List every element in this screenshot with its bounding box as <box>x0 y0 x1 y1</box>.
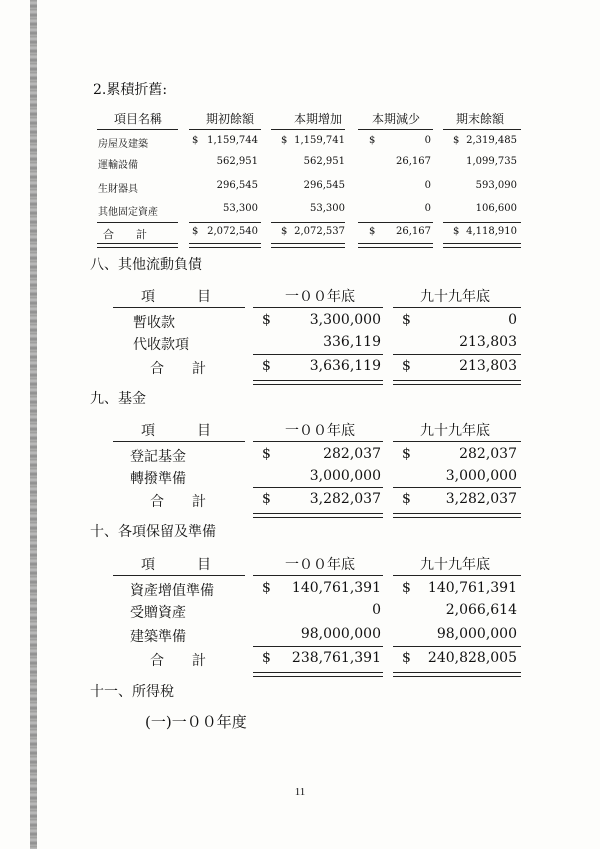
depreciation-header-rule <box>97 129 178 130</box>
section8-dollar-sign: $ <box>262 312 271 328</box>
depreciation-header-rule <box>271 129 345 130</box>
depreciation-subtotal-rule <box>271 222 345 223</box>
depreciation-value: 4,118,910 <box>466 226 517 237</box>
section8-row-name: 代收款項 <box>133 337 189 353</box>
section-title-section9: 九、基金 <box>90 391 146 407</box>
depreciation-value: 0 <box>424 180 431 191</box>
section9-header-rule <box>393 441 521 442</box>
depreciation-value: 1,099,735 <box>466 156 517 167</box>
section9-header-item: 項 目 <box>141 423 211 439</box>
depreciation-subtotal-rule <box>443 222 521 223</box>
depreciation-total-double-rule <box>271 243 345 248</box>
depreciation-subtotal-rule <box>189 222 261 223</box>
section-title-section11: 十一、所得稅 <box>90 684 174 700</box>
depreciation-total-double-rule <box>443 243 521 248</box>
section10-value-year99: 140,761,391 <box>427 580 517 596</box>
section9-subtotal-rule <box>253 487 383 488</box>
section8-header-year99: 九十九年底 <box>420 289 490 305</box>
depreciation-value: 593,090 <box>475 180 517 191</box>
section10-subtotal-rule <box>393 646 521 647</box>
section8-dollar-sign: $ <box>262 358 271 374</box>
depreciation-header-4: 期末餘額 <box>455 112 504 126</box>
section10-header-rule <box>393 575 521 576</box>
section-title-depreciation: 2.累積折舊: <box>93 82 168 98</box>
depreciation-value: 1,159,744 <box>207 135 258 146</box>
section10-header-rule <box>253 575 383 576</box>
depreciation-row-name: 其他固定資產 <box>98 207 158 218</box>
section10-row-name: 受贈資產 <box>130 605 186 621</box>
depreciation-dollar-sign: $ <box>192 226 199 237</box>
section10-value-year100: 140,761,391 <box>291 580 381 596</box>
depreciation-dollar-sign: $ <box>369 135 376 146</box>
section9-row-name: 轉撥準備 <box>130 471 186 487</box>
section10-total-label: 合 計 <box>150 653 206 669</box>
depreciation-header-3: 本期減少 <box>371 112 420 126</box>
section8-header-year100: 一００年底 <box>285 289 355 305</box>
depreciation-header-2: 本期增加 <box>293 112 342 126</box>
section8-total-double-rule <box>393 380 521 385</box>
section9-row-name: 登記基金 <box>130 449 186 465</box>
section10-value-year99: 2,066,614 <box>445 602 517 618</box>
section10-header-year100: 一００年底 <box>285 557 355 573</box>
section9-dollar-sign: $ <box>262 491 271 507</box>
depreciation-subtotal-rule <box>358 222 433 223</box>
section10-dollar-sign: $ <box>262 650 271 666</box>
depreciation-total-double-rule <box>97 243 178 248</box>
depreciation-value: 106,600 <box>475 203 517 214</box>
depreciation-header-0: 項目名稱 <box>113 112 162 126</box>
section8-dollar-sign: $ <box>402 358 411 374</box>
depreciation-value: 53,300 <box>310 203 345 214</box>
depreciation-total-double-rule <box>189 243 261 248</box>
section9-total-double-rule <box>253 513 383 518</box>
section8-header-rule <box>253 307 383 308</box>
section10-value-year100: 0 <box>372 602 381 618</box>
section10-dollar-sign: $ <box>402 650 411 666</box>
section9-total-label: 合 計 <box>150 494 206 510</box>
section8-header-rule <box>113 307 245 308</box>
section8-header-item: 項 目 <box>141 289 211 305</box>
section10-row-name: 資產增值準備 <box>130 583 214 599</box>
depreciation-dollar-sign: $ <box>192 135 199 146</box>
depreciation-dollar-sign: $ <box>453 135 460 146</box>
section9-value-year100: 282,037 <box>323 446 381 462</box>
section9-header-year100: 一００年底 <box>285 423 355 439</box>
depreciation-value: 26,167 <box>396 226 431 237</box>
subsection-title-year100: (一)一００年度 <box>145 713 247 731</box>
section10-row-name: 建築準備 <box>130 629 186 645</box>
depreciation-header-1: 期初餘額 <box>205 112 254 126</box>
section-title-section10: 十、各項保留及準備 <box>90 524 216 540</box>
section10-dollar-sign: $ <box>262 580 271 596</box>
depreciation-total-double-rule <box>358 243 433 248</box>
section8-subtotal-rule <box>253 354 383 355</box>
section-title-section8: 八、其他流動負債 <box>90 257 202 273</box>
section8-subtotal-rule <box>393 354 521 355</box>
depreciation-value: 26,167 <box>396 156 431 167</box>
scan-edge-artifact <box>30 0 37 849</box>
section10-total-double-rule <box>253 672 383 677</box>
section8-value-year100: 3,300,000 <box>309 312 381 328</box>
depreciation-dollar-sign: $ <box>281 226 288 237</box>
depreciation-header-rule <box>358 129 433 130</box>
section10-header-year99: 九十九年底 <box>420 557 490 573</box>
section8-total-year100: 3,636,119 <box>309 358 381 374</box>
section10-total-double-rule <box>393 672 521 677</box>
section9-dollar-sign: $ <box>402 491 411 507</box>
section8-value-year99: 213,803 <box>459 334 517 350</box>
depreciation-header-rule <box>189 129 261 130</box>
depreciation-dollar-sign: $ <box>369 226 376 237</box>
depreciation-value: 562,951 <box>216 156 258 167</box>
section9-value-year99: 3,000,000 <box>445 468 517 484</box>
depreciation-row-name: 房屋及建築 <box>98 139 148 150</box>
depreciation-value: 2,072,537 <box>294 226 345 237</box>
depreciation-row-name: 生財器具 <box>98 184 138 195</box>
section9-total-double-rule <box>393 513 521 518</box>
section10-dollar-sign: $ <box>402 580 411 596</box>
depreciation-subtotal-rule <box>97 222 178 223</box>
depreciation-value: 0 <box>424 135 431 146</box>
section9-dollar-sign: $ <box>402 446 411 462</box>
section8-total-year99: 213,803 <box>459 358 517 374</box>
section8-total-double-rule <box>253 380 383 385</box>
section10-value-year100: 98,000,000 <box>300 626 381 642</box>
section9-header-year99: 九十九年底 <box>420 423 490 439</box>
section9-total-year100: 3,282,037 <box>309 491 381 507</box>
section8-total-label: 合 計 <box>150 361 206 377</box>
depreciation-dollar-sign: $ <box>281 135 288 146</box>
section10-total-year100: 238,761,391 <box>291 650 381 666</box>
section8-row-name: 暫收款 <box>133 315 175 331</box>
depreciation-value: 562,951 <box>303 156 345 167</box>
depreciation-value: 296,545 <box>303 180 345 191</box>
section9-dollar-sign: $ <box>262 446 271 462</box>
section10-header-item: 項 目 <box>141 557 211 573</box>
section8-dollar-sign: $ <box>402 312 411 328</box>
depreciation-row-name: 運輸設備 <box>98 160 138 171</box>
depreciation-value: 2,319,485 <box>466 135 517 146</box>
section10-total-year99: 240,828,005 <box>427 650 517 666</box>
section9-header-rule <box>113 441 245 442</box>
depreciation-value: 296,545 <box>216 180 258 191</box>
depreciation-header-rule <box>443 129 521 130</box>
section9-header-rule <box>253 441 383 442</box>
section10-subtotal-rule <box>253 646 383 647</box>
section8-value-year99: 0 <box>508 312 517 328</box>
depreciation-value: 0 <box>424 203 431 214</box>
section10-header-rule <box>113 575 245 576</box>
section10-value-year99: 98,000,000 <box>436 626 517 642</box>
section9-subtotal-rule <box>393 487 521 488</box>
section9-value-year99: 282,037 <box>459 446 517 462</box>
page-number: 11 <box>294 786 306 798</box>
section8-value-year100: 336,119 <box>323 334 381 350</box>
section8-header-rule <box>393 307 521 308</box>
depreciation-value: 53,300 <box>223 203 258 214</box>
section9-value-year100: 3,000,000 <box>309 468 381 484</box>
section9-total-year99: 3,282,037 <box>445 491 517 507</box>
depreciation-dollar-sign: $ <box>453 226 460 237</box>
depreciation-value: 1,159,741 <box>294 135 345 146</box>
depreciation-value: 2,072,540 <box>207 226 258 237</box>
depreciation-total-label: 合 計 <box>103 228 147 241</box>
